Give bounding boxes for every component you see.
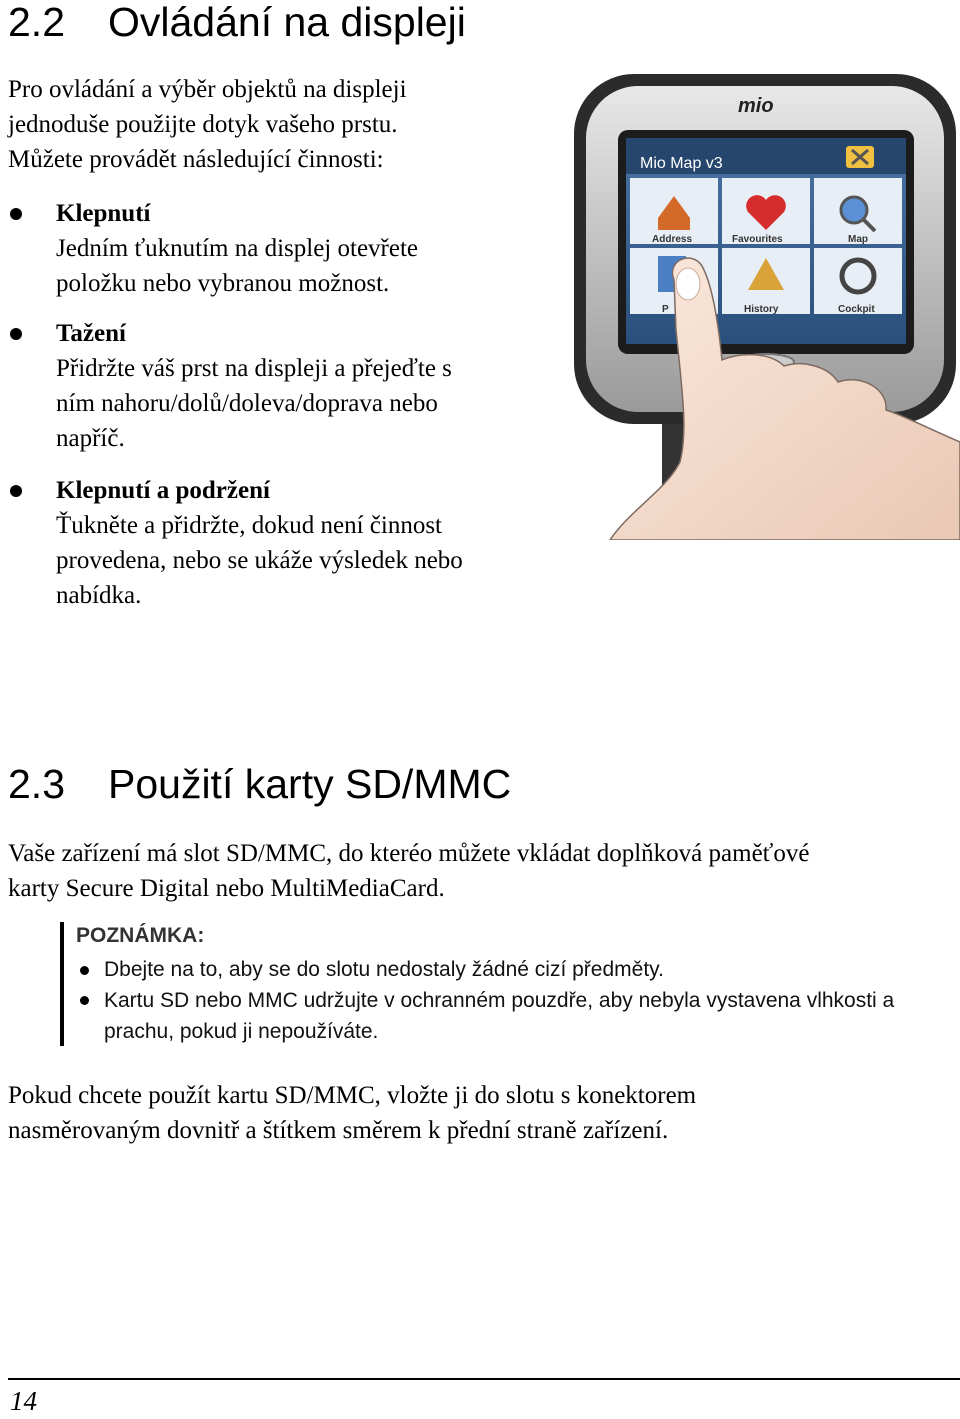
item-term: Tažení [56,320,126,347]
text-line: nabídka. [56,582,142,609]
menu-tile-cockpit[interactable] [814,248,902,315]
list-item [56,196,418,301]
text-line: Pokud chcete použít kartu SD/MMC, vložte ji do slotu s konektorem [8,1082,697,1109]
bullet [10,208,22,220]
list-item [56,316,452,456]
item-term: Klepnutí a podržení [56,477,270,504]
tile-label: P [662,304,669,315]
text-line: karty Secure Digital nebo MultiMediaCard. [8,875,445,902]
text-line: Vaše zařízení má slot SD/MMC, do kteréo můžete vkládat doplňková paměťové [8,840,810,867]
bullet [80,996,89,1005]
text-line: Pro ovládání a výběr objektů na displeji [8,76,407,103]
tile-label: Favourites [732,234,783,245]
tile-label: Map [848,234,868,245]
note-label: POZNÁMKA: [76,924,205,947]
app-title: Mio Map v3 [640,155,723,172]
section-title: Použití karty SD/MMC [108,761,512,807]
section-number: 2.3 [8,761,65,807]
note-bar [60,922,64,1046]
brand-logo: mio [738,95,774,117]
text-line: ním nahoru/dolů/doleva/doprava nebo [56,390,438,417]
text-line: Přidržte váš prst na displeji a přejeďte s [56,355,452,382]
text-line: napříč. [56,425,125,452]
text-line: provedena, nebo se ukáže výsledek nebo [56,547,463,574]
note-item [104,985,894,1047]
text-line: Můžete provádět následující činnosti: [8,146,384,173]
section-number: 2.2 [8,0,65,45]
text-line: Ťukněte a přidržte, dokud není činnost [56,512,442,539]
text-line: položku nebo vybranou možnost. [56,270,390,297]
menu-tile-address[interactable] [630,178,718,245]
menu-tile-map[interactable] [814,178,902,245]
tile-label: History [744,304,779,315]
text-line: nasměrovaným dovnitř a štítkem směrem k přední straně zařízení. [8,1117,669,1144]
intro-paragraph [8,72,407,177]
text-line: prachu, pokud ji nepoužíváte. [104,1020,379,1043]
menu-tile-favourites[interactable] [722,178,810,245]
device-illustration [570,70,960,540]
item-term: Klepnutí [56,200,151,227]
footer-rule [8,1378,960,1380]
settings-icon[interactable] [846,146,874,168]
page-number: 14 [10,1386,37,1416]
text-line: Kartu SD nebo MMC udržujte v ochranném pouzdře, aby nebyla vystavena vlhkosti a [104,989,895,1012]
menu-tile-history[interactable] [722,248,810,315]
tile-label: Address [652,234,693,245]
bullet [10,328,22,340]
bullet [10,485,22,497]
text-line: jednoduše použijte dotyk vašeho prstu. [8,111,398,138]
text-line: Dbejte na to, aby se do slotu nedostaly žádné cizí předměty. [104,958,664,981]
tile-label: Cockpit [838,304,875,315]
bullet [80,966,89,975]
section-heading-2-3 [8,761,512,807]
note-item [104,954,664,985]
sd-paragraph [8,836,809,906]
sd-insert-paragraph [8,1078,696,1148]
section-title: Ovládání na displeji [108,0,466,45]
section-heading-2-2 [8,0,466,45]
text-line: Jedním ťuknutím na displej otevřete [56,235,418,262]
list-item [56,473,463,613]
